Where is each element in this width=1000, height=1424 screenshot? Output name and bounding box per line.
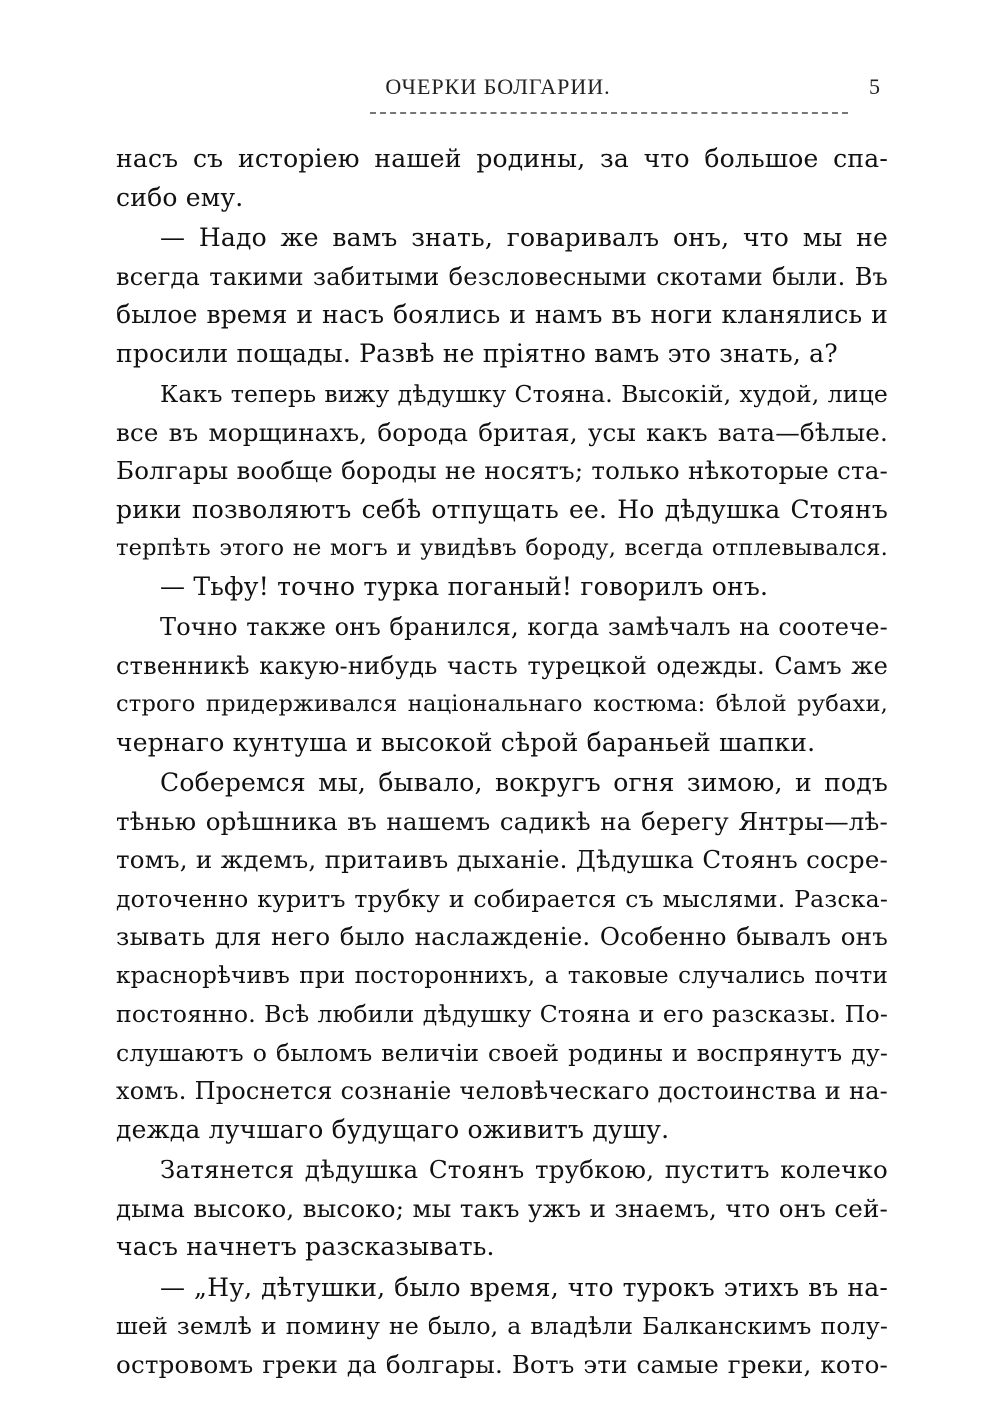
page-number: 5	[869, 74, 880, 99]
text-line: всегда такими забитыми безсловесными скотами были. Въ	[116, 262, 888, 291]
text-line: былое время и насъ боялись и намъ въ ноги кланялись и	[116, 300, 888, 329]
text-line: шей землѣ и помину не было, а владѣли Балканскимъ полу-	[116, 1312, 888, 1340]
running-title: ОЧЕРКИ БОЛГАРИИ.	[385, 74, 611, 99]
text-line: постоянно. Всѣ любили дѣдушку Стояна и его разсказы. По-	[116, 1000, 888, 1028]
text-line: зывать для него было наслажденіе. Особенно бывалъ онъ	[116, 922, 888, 951]
text-line: чернаго кунтуша и высокой сѣрой бараньей шапки.	[116, 727, 816, 757]
text-line: ственникѣ какую-нибудь часть турецкой одежды. Самъ же	[116, 651, 888, 680]
text-line: дежда лучшаго будущаго оживитъ душу.	[116, 1114, 670, 1144]
text-line: сибо ему.	[116, 182, 244, 212]
text-line: насъ съ исторіею нашей родины, за что большое спа-	[116, 144, 888, 173]
text-line: краснорѣчивъ при постороннихъ, а таковые случались почти	[116, 962, 888, 989]
text-line: — Тьфу! точно турка поганый! говорилъ онъ.	[160, 571, 769, 601]
text-line: Болгары вообще бороды не носятъ; только нѣкоторые ста-	[116, 456, 888, 485]
text-line: островомъ греки да болгары. Вотъ эти самые греки, кото-	[116, 1349, 888, 1379]
text-line: рики позволяютъ себѣ отпущать ее. Но дѣдушка Стоянъ	[116, 494, 888, 524]
text-line: слушаютъ о быломъ величіи своей родины и воспрянутъ ду-	[116, 1038, 888, 1067]
body-text	[116, 140, 888, 1384]
text-line: Затянется дѣдушка Стоянъ трубкою, пуститъ колечко	[160, 1155, 888, 1184]
text-line: часъ начнетъ разсказывать.	[116, 1232, 495, 1261]
text-line: Соберемся мы, бывало, вокругъ огня зимою, и подъ	[160, 768, 888, 797]
text-line: тѣнью орѣшника въ нашемъ садикѣ на берегу Янтры—лѣ-	[116, 806, 888, 836]
text-line: терпѣть этого не могъ и увидѣвъ бороду, всегда отплевывался.	[116, 535, 888, 561]
text-line: — „Ну, дѣтушки, было время, что турокъ этихъ въ на-	[160, 1272, 888, 1302]
header-rule	[370, 112, 848, 114]
text-line: дыма высоко, высоко; мы такъ ужъ и знаемъ, что онъ сей-	[116, 1193, 888, 1223]
text-line: Точно также онъ бранился, когда замѣчалъ на соотече-	[160, 613, 888, 641]
text-line: — Надо же вамъ знать, говаривалъ онъ, что мы не	[160, 223, 888, 252]
running-head	[108, 74, 888, 104]
text-line: Какъ теперь вижу дѣдушку Стояна. Высокій, худой, лице	[160, 380, 888, 408]
text-line: хомъ. Проснется сознаніе человѣческаго достоинства и на-	[116, 1077, 888, 1105]
text-line: просили пощады. Развѣ не пріятно вамъ это знать, а?	[116, 338, 838, 368]
text-line: строго придерживался національнаго костюма: бѣлой рубахи,	[116, 691, 888, 717]
text-line: все въ морщинахъ, борода бритая, усы какъ вата—бѣлые.	[116, 417, 888, 447]
text-line: доточенно куритъ трубку и собирается съ мыслями. Разска-	[116, 884, 888, 913]
text-line: томъ, и ждемъ, притаивъ дыханіе. Дѣдушка Стоянъ сосре-	[116, 845, 888, 874]
